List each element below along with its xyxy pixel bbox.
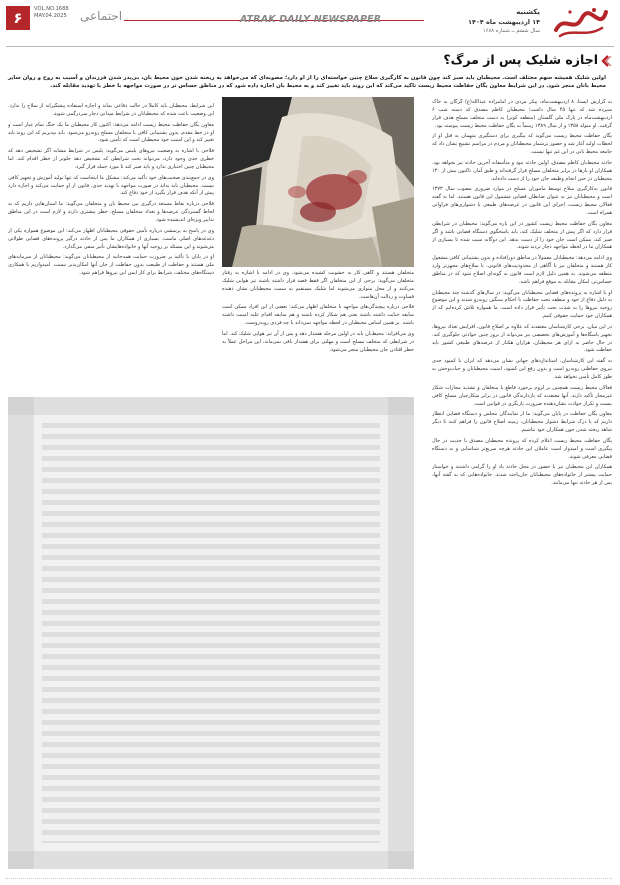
paragraph: یگان حفاظت محیط زیست می‌گوید که پیگیری برای دستگیری متهمان به قتل او از لحظات اولیه آغاز شد و حضور پرشمار محیطبانان و مردم در مراسم تشییع نشان داد که جامعه محیط بانی در این غم تنها نیست. (432, 133, 612, 156)
paragraph: فلاحی با اشاره به وضعیت نیروهای پلیس می‌گوید: پلیس در شرایط مشابه اگر تشخیص دهد که خطری جدی وجود دارد، می‌تواند تحت شرایطی که تشخیص دهد جلوتر از خطر اقدام کند. اما محیطبان چنین اختیاری ندارد و باید صبر کند تا مورد حمله قرار گیرد. (8, 148, 214, 170)
paragraph: وی در پاسخ به پرسشی درباره تأمین حقوقی محیطبانان اظهار می‌کند: این موضوع همواره یکی از دغدغه‌های اصلی ماست. بسیاری از همکاران ما پس از حادثه درگیر پرونده‌های قضایی طولانی می‌شوند و این مسئله بر روحیه آنها و خانواده‌هایشان تأثیر منفی می‌گذارد. (8, 227, 214, 250)
paragraph: معاون یگان حفاظت محیط زیست ادامه می‌دهد: اکنون کار محیطبان ما یک جنگ تمام عیار است و او در خط مقدم، بدون پشتیبانی کافی با متخلفان مسلح روبه‌رو می‌شود. باید بپذیریم که این روند باید تغییر کند و این امنیت خود محیطبان است که تأمین شود. (8, 121, 214, 144)
section-title: اجتماعی (80, 9, 123, 23)
ad-border-top (8, 397, 414, 415)
volume-number: VOL.NO.1688 (34, 6, 69, 12)
paragraph: در این میان، برخی کارشناسان معتقدند که علاوه بر اصلاح قانون، افزایش تعداد نیروها، تجهیز پاسگاه‌ها و آموزش‌های تخصصی نیز می‌تواند از بروز چنین حوادثی جلوگیری کند. در حال حاضر به ازای هر محیطبان، هزاران هکتار از عرصه‌های طبیعی کشور باید حفاظت شود. (432, 323, 612, 354)
paragraph: به گزارش ایسنا، ۸ اردیبهشت‌ماه، پیکر مردی در امامزاده عبدالله(ع) گرگان به خاک سپرده شد که تنها ۴۵ سال داشت؛ محیطبان کاظم مصدق که دسته شب ۶ اردیبهشت‌ماه در پارک ملی گلستان (منطقه کوثر) به دست متخلف مسلح هدف قرار گرفت. او متولد ۱۳۵۸ و از سال ۱۳۸۹ رسماً به یگان حفاظت محیط زیست پیوسته بود. (432, 99, 612, 129)
paragraph: فلاحی درباره پیچیدگی‌های مواجهه با متخلفان اظهار می‌کند: بعضی از این افراد ممکن است سابقه جنایت داشته باشند یعنی هم شکار کرده باشند و هم سابقه اقدام علیه امنیت داشته باشند. بر همین اساس محیطبان در لحظه مواجهه نمی‌داند با چه فردی روبه‌روست. (222, 304, 414, 327)
paragraph: این شرایط، محیطبان باید کاملاً در حالت دفاعی بماند و اجازه استفاده پیشگیرانه از سلاح را ندارد. این وضعیت باعث شده که محیطبانان در شرایط میدانی دچار سردرگمی شوند. (8, 103, 214, 117)
blurred-ad-content (42, 423, 380, 843)
paragraph: متخلفان هستند و گاهی کار به خشونت کشیده می‌شود. وی در ادامه با اشاره به رفتار متخلفان می‌گوید: برخی از این متخلفان اگر فقط قصد فرار داشته باشند تیر هوایی شلیک می‌کنند و از محل متواری می‌شوند اما شلیک مستقیم به سمت محیطبانان نشان دهنده قساوت و رذالت آن‌هاست. (222, 270, 414, 300)
article-lead: اولین شلیک همیشه سهم مختلف است. محیطبان باید صبر کند چون قانون به کارگیری سلاح چنین خواسته‌ای را از او دارد؛ مصوبه‌ای که می‌خواهد به ریخته شدن خون محیط بان، بی‌پدر شدن فرزندان و آسیب به روح و روان سایر محیط بانان منجر شود. در این شرایط معاون یگان حفاظت محیط زیست تاکید می‌کند که این روند باید تغییر کند و به محیط بان اجازه داده شود که در مناطق حساس تر در صورت مواجهه با خطر با تهدید مقابله کند. (8, 75, 606, 90)
volume-info (34, 6, 74, 20)
page-number: ۶ (6, 6, 30, 30)
blurred-advertisement (8, 397, 414, 869)
paragraph: فلاحی درباره نقاط مستعد درگیری بین محیط بان و متخلفان می‌گوید: ما استان‌هایی داریم که به لحاظ گستردگی عرصه‌ها و تعداد متخلفان مسلح، خطر بیشتری دارند و لازم است در این مناطق تدابیر ویژه‌ای اندیشیده شود. (8, 201, 214, 223)
article-photo (222, 97, 414, 267)
ad-border-right (388, 397, 414, 869)
headline-row (6, 52, 612, 72)
paragraph: به گفته این کارشناسان، استانداردهای جهانی نشان می‌دهد که ایران با کمبود جدی نیروی حفاظتی روبه‌رو است و بدون رفع این کمبود، امنیت محیطبانان و حیات‌وحش به طور کامل تأمین نخواهد شد. (432, 358, 612, 380)
paragraph: فعالان محیط زیست همچنین بر لزوم برخورد قاطع با متخلفان و تشدید مجازات شکار غیرمجاز تأکید دارند. آنها معتقدند که بازدارندگی قانون در برابر شکارچیان مسلح کافی نیست و تکرار حوادث نشان‌دهنده ضرورت بازنگری در قوانین است. (432, 384, 612, 407)
paragraph: او در پایان با تأکید بر ضرورت حمایت همه‌جانبه از محیطبانان می‌گوید: محیطبانان از سرمایه‌های ملی هستند و حفاظت از طبیعت بدون حفاظت از جان آنها امکان‌پذیر نیست. امیدواریم با همکاری دستگاه‌های مختلف، شرایط برای کار ایمن این نیروها فراهم شود. (8, 254, 214, 277)
newspaper-logo (550, 4, 612, 42)
ad-border-bottom (8, 851, 414, 869)
issue-number: سال ششم ــ شماره ۱۶۸۸ (482, 28, 540, 34)
date-block (440, 8, 540, 34)
paragraph: وی ادامه می‌دهد: محیطبانان معمولاً در مناطق دورافتاده و بدون پشتیبانی کافی مشغول کار هستند و متخلفان نیز با آگاهی از محدودیت‌های قانونی، با سلاح‌های مجهزتر وارد منطقه می‌شوند. به همین دلیل لازم است قانون به گونه‌ای اصلاح شود که در مناطق حساس‌تر، امکان مقابله به موقع فراهم باشد. (432, 255, 612, 285)
volume-date: MAY.04.2025 (34, 13, 67, 19)
blood-stained-clothes-image (222, 97, 414, 267)
paragraph: وی می‌افزاید: محیط‌بان باید در اولین مرحله هشدار دهد و پس از آن تیر هوایی شلیک کند. اما در شرایطی که متخلف مسلح است و مهلتی برای هشدار باقی نمی‌ماند، این مراحل عملاً به خطر افتادن جان محیطبان منجر می‌شود. (222, 330, 414, 353)
issue-date: ۱۴ اردیبهشت ماه ۱۴۰۴ (468, 18, 540, 26)
paragraph: حادثه محیط‌بان کاظم مصدق، اولین حادثه نبود و متأسفانه آخرین حادثه نیز نخواهد بود. همکاران او بارها در برابر متخلفان مسلح قرار گرفته‌اند و طبق آمار، تاکنون بیش از ۱۴۰ محیطبان در حین انجام وظیفه جان خود را از دست داده‌اند. (432, 159, 612, 182)
header-rule (6, 46, 614, 47)
paragraph: وی در جمع‌بندی صحبت‌های خود تأکید می‌کند: مشکل ما اینجاست که تنها تولید آموزش و تجهیز کافی نیست. محیطبان باید بداند در صورت مواجهه با تهدید جدی، قانون از او حمایت می‌کند و اجازه دارد پیش از آنکه هدف قرار بگیرد از خود دفاع کند. (8, 174, 214, 197)
footer-rule (6, 878, 612, 879)
article-column-middle (222, 270, 414, 393)
article-headline: اجازه شلیک پس از مرگ؟ (443, 52, 598, 67)
article-column-left (8, 103, 214, 390)
ad-border-left (8, 397, 34, 869)
paragraph: همکاران این محیطبان نیز با حضور در محل حادثه یاد او را گرامی داشتند و خواستار حمایت بیشتر از خانواده‌های محیطبانان جان‌باخته شدند. خانواده‌هایی که به گفته آنها، پس از هر حادثه تنها می‌مانند. (432, 464, 612, 487)
article-column-right (432, 99, 612, 882)
paragraph: او با اشاره به پرونده‌های قضایی محیطبانان می‌گوید: در سال‌های گذشته چند محیطبان به دلیل دفاع از خود و منطقه تحت حفاظت با احکام سنگین روبه‌رو شدند و این موضوع روحیه نیروها را به شدت تحت تأثیر قرار داده است. ما همواره تلاش کرده‌ایم که از همکاران خود حمایت حقوقی کنیم. (432, 289, 612, 320)
weekday: یکشنبه (516, 8, 540, 16)
brand-name-en: ATRAK DAILY NEWSPAPER (240, 14, 382, 25)
chevron-left-icon (600, 55, 612, 67)
paragraph: یگان حفاظت محیط زیست اعلام کرده که پرونده محیطبان مصدق با جدیت در حال پیگیری است و امیدوار است عاملان این حادثه هرچه سریع‌تر شناسایی و به دستگاه قضایی معرفی شوند. (432, 437, 612, 460)
paragraph: معاون یگان حفاظت در پایان می‌گوید: ما از نمایندگان مجلس و دستگاه قضایی انتظار داریم که با درک شرایط دشوار محیطبانان، زمینه اصلاح قانون را فراهم کنند تا دیگر شاهد ریخته شدن خون همکاران خود نباشیم. (432, 411, 612, 434)
paragraph: معاون یگان حفاظت محیط زیست کشور در این باره می‌گوید: محیطبان در شرایطی قرار دارد که اگر پیش از متخلف شلیک کند، باید پاسخگوی دستگاه قضایی باشد و اگر صبر کند، ممکن است جان خود را از دست بدهد. این دوگانه سبب شده تا بسیاری از همکاران ما در لحظه مواجهه دچار تردید شوند. (432, 220, 612, 251)
paragraph: قانون به‌کارگیری سلاح توسط ماموران مسلح در موارد ضروری مصوب سال ۱۳۷۳ است و محیطبانان نیز به عنوان ضابطان قضایی مشمول این قانون هستند. اما به گفته فعالان محیط زیست، اجرای این قانون در عرصه‌های طبیعی با دشواری‌های فراوانی همراه است. (432, 186, 612, 216)
